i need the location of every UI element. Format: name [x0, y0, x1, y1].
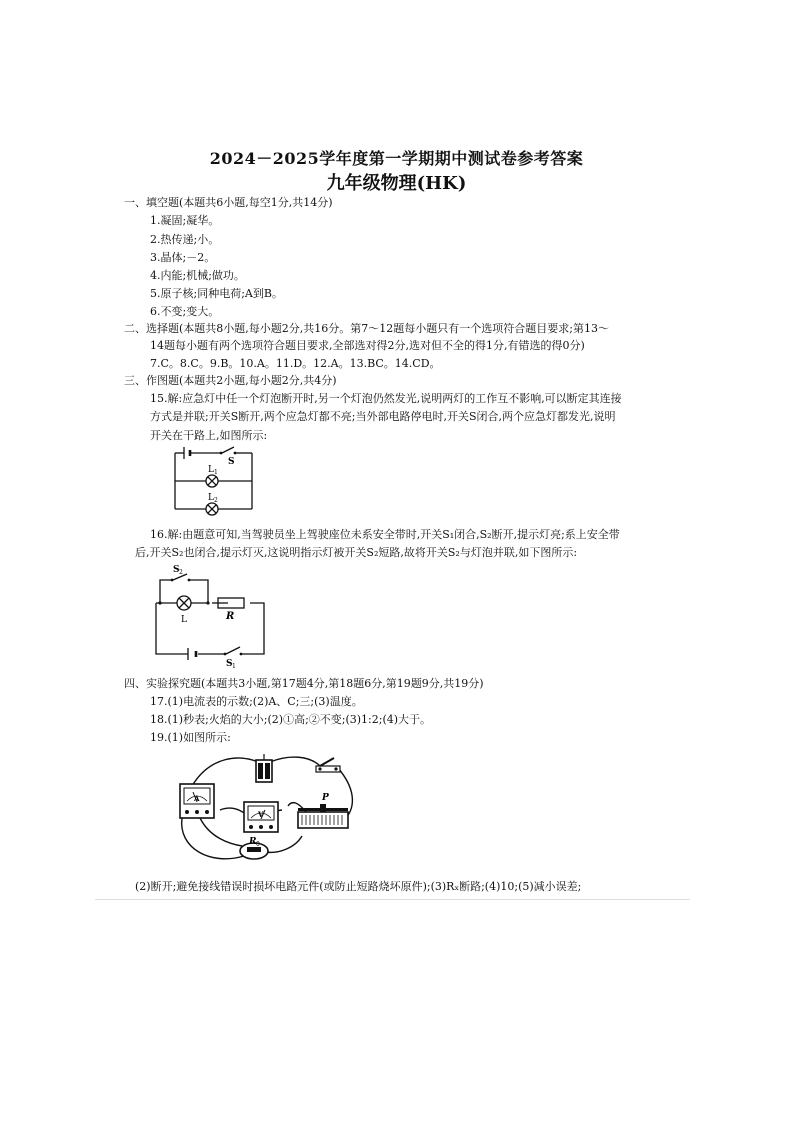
section-2-heading-line1: 二、选择题(本题共8小题,每小题2分,共16分。第7～12题每小题只有一个选项符合题目要求;第13～ — [124, 322, 609, 335]
fixed-resistor-icon — [240, 837, 268, 859]
ammeter-label: A — [194, 794, 200, 803]
answer-6: 6.不变;变大。 — [150, 305, 220, 318]
section-4-heading: 四、实验探究题(本题共3小题,第17题4分,第18题6分,第19题9分,共19分) — [124, 677, 484, 690]
answer-2: 2.热传递;小。 — [150, 233, 220, 246]
section-3-heading: 三、作图题(本题共2小题,每小题2分,共4分) — [124, 374, 337, 387]
q17-answer: 17.(1)电流表的示数;(2)A、C;三;(3)温度。 — [150, 695, 363, 708]
voltmeter-label: V — [258, 810, 264, 819]
switch-contact-icon — [220, 452, 223, 455]
answer-5: 5.原子核;同种电荷;A到B。 — [150, 287, 283, 300]
q18-answer: 18.(1)秒表;火焰的大小;(2)①高;②不变;(3)1:2;(4)大于。 — [150, 713, 432, 726]
answer-1: 1.凝固;凝华。 — [150, 214, 220, 227]
s1-sub: 1 — [232, 663, 236, 670]
answers-7-14: 7.C。8.C。9.B。10.A。11.D。12.A。13.BC。14.CD。 — [150, 357, 441, 370]
q16-line1: 16.解:由题意可知,当驾驶员坐上驾驶座位未系安全带时,开关S₁闭合,S₂断开,提示灯亮;系上安全带 — [150, 528, 620, 541]
s2-label: S — [173, 565, 180, 575]
section-1-heading: 一、填空题(本题共6小题,每空1分,共14分) — [124, 196, 333, 209]
section-2-heading-line2: 14题每小题有两个选项符合题目要求,全部选对得2分,选对但不全的得1分,有错选的得0分) — [150, 339, 585, 352]
lamp2-sub: 2 — [214, 497, 218, 504]
circuit-diagram-19 — [170, 748, 360, 870]
q15-line2: 方式是并联;开关S断开,两个应急灯都不亮;当外部电路停电时,开关S闭合,两个应急灯都发光,说明 — [150, 410, 616, 423]
lamp-label: L — [181, 615, 187, 625]
page-subtitle: 九年级物理(HK) — [326, 173, 467, 194]
r0-label: R — [249, 837, 257, 847]
lamp1-label: L — [208, 465, 214, 475]
switch-label: S — [228, 457, 235, 467]
r0-sub: 0 — [256, 841, 260, 848]
q16-line2: 后,开关S₂也闭合,提示灯灭,这说明指示灯被开关S₂短路,故将开关S₂与灯泡并联,如下图所示: — [135, 546, 578, 559]
answer-3: 3.晶体;－2。 — [150, 251, 216, 264]
circuit-diagram-16 — [150, 562, 270, 670]
lamp2-label: L — [208, 493, 214, 503]
slider-label: P — [322, 793, 329, 803]
rheostat-icon — [298, 793, 348, 828]
lamp1-sub: 1 — [214, 469, 218, 476]
q15-line1: 15.解:应急灯中任一个灯泡断开时,另一个灯泡仍然发光,说明两灯的工作互不影响,可以断定其连接 — [150, 392, 622, 405]
bottom-divider — [95, 899, 690, 900]
q19-part1: 19.(1)如图所示: — [150, 731, 231, 744]
s2-sub: 2 — [179, 569, 183, 576]
q19-part2: (2)断开;避免接线错误时损坏电路元件(或防止短路烧坏原件);(3)Rₓ断路;(4)10;(5)减小误差; — [135, 880, 582, 893]
q15-line3: 开关在干路上,如图所示: — [150, 429, 268, 442]
page-title: 2024－2025学年度第一学期期中测试卷参考答案 — [209, 149, 584, 168]
circuit-diagram-15 — [168, 445, 260, 517]
resistor-label: R — [226, 611, 235, 622]
voltmeter-icon — [244, 802, 278, 832]
answer-4: 4.内能;机械;做功。 — [150, 269, 245, 282]
battery-icon — [256, 754, 272, 782]
s1-label: S — [226, 659, 233, 669]
ammeter-icon — [180, 784, 214, 818]
